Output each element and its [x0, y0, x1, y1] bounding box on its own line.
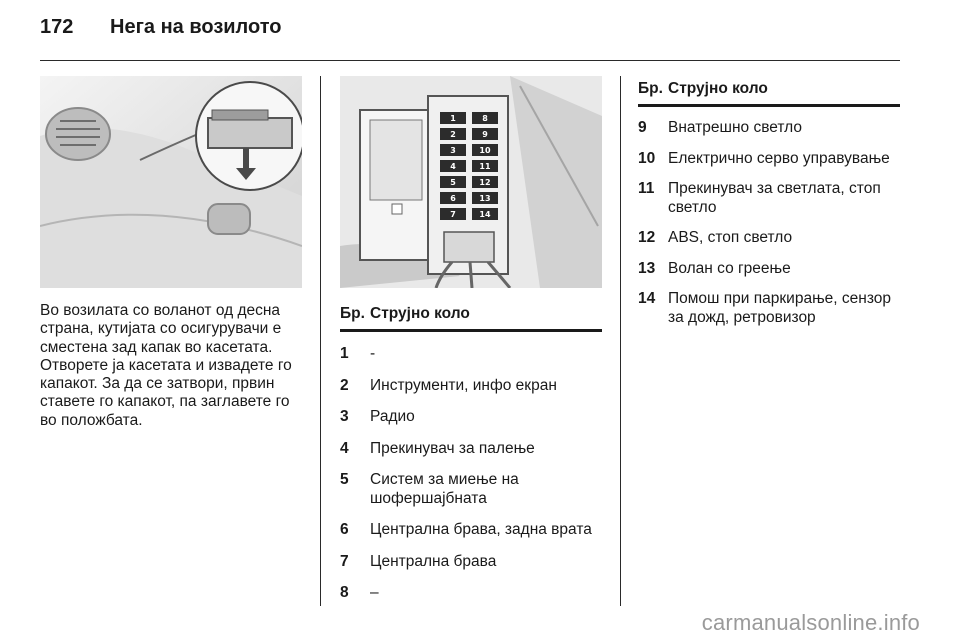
watermark: carmanualsonline.info [701, 610, 920, 635]
table-row [340, 584, 602, 603]
fuse-label: 7 [450, 210, 456, 219]
table-row [340, 521, 602, 540]
fuse-label: 11 [479, 162, 491, 171]
table-row [340, 345, 602, 364]
glovebox-illustration [40, 76, 302, 288]
table-header [638, 80, 900, 107]
fuse-number: 9 [638, 119, 647, 136]
table-row [638, 229, 900, 248]
fuse-circuit: ABS, стоп светло [668, 229, 793, 246]
fuse-label: 10 [479, 146, 491, 155]
table-row [340, 440, 602, 459]
fuse-number: 6 [340, 521, 349, 538]
fuse-box-illustration [340, 76, 602, 288]
fuse-number: 2 [340, 376, 349, 394]
table-row [638, 150, 900, 169]
fuse-label: 1 [450, 114, 456, 123]
fuse-circuit: Волан со греење [668, 259, 791, 277]
fuse-number: 12 [638, 229, 656, 246]
body-text: Во возилата со воланот од десна страна, кутијата со осигурувачи е сместена зад капак во касетата. Отворете ја касетата и извадете го капакот. За да се затвори, првин ставете го капакот, па заглавете го во положбата. [40, 302, 292, 429]
fuse-number: 14 [638, 290, 656, 307]
fuse-table [340, 305, 602, 603]
header-no: Бр. [340, 305, 365, 322]
fuse-number: 11 [638, 180, 655, 197]
table-header [340, 305, 602, 332]
fuse-circuit: Инструменти, инфо екран [370, 376, 557, 394]
fuse-label: 6 [450, 194, 456, 203]
header-circuit: Струјно коло [668, 80, 768, 97]
fuse-number: 1 [340, 345, 349, 362]
table-row [340, 377, 602, 396]
page-number: 172 [40, 16, 74, 38]
fuse-number: 3 [340, 408, 349, 425]
page-header [40, 16, 281, 46]
header-rule [40, 60, 900, 61]
fuse-circuit: - [370, 345, 376, 362]
fuse-label: 12 [479, 178, 491, 187]
fuse-circuit: – [370, 584, 379, 601]
fuse-number: 5 [340, 471, 349, 488]
column-divider [320, 76, 321, 606]
fuse-circuit: Помош при паркирање, сензор за дожд, ретровизор [668, 290, 892, 326]
fuse-label: 13 [479, 194, 491, 203]
fuse-circuit: Централна брава [370, 552, 497, 570]
table-row [638, 119, 900, 138]
fuse-table [638, 80, 900, 327]
table-row [638, 290, 900, 327]
fuse-label: 3 [450, 146, 456, 155]
header-circuit: Струјно коло [370, 305, 470, 322]
fuse-number: 4 [340, 439, 349, 457]
fuse-circuit: Радио [370, 408, 415, 425]
table-row [340, 553, 602, 572]
fuse-label: 2 [450, 130, 456, 139]
table-row [340, 408, 602, 427]
fuse-number: 8 [340, 584, 349, 601]
fuse-number: 7 [340, 552, 349, 570]
fuse-label: 8 [482, 114, 488, 123]
fuse-number: 10 [638, 149, 656, 167]
fuse-label: 5 [450, 178, 456, 187]
table-row [638, 180, 900, 217]
fuse-number: 13 [638, 259, 656, 277]
table-row [340, 471, 602, 508]
fuse-circuit: Прекинувач за палење [370, 439, 535, 457]
page-title: Нега на возилото [110, 16, 282, 38]
fuse-label: 9 [482, 130, 488, 139]
column-divider [620, 76, 621, 606]
fuse-circuit: Прекинувач за светлата, стоп светло [668, 180, 881, 216]
fuse-label: 14 [479, 210, 491, 219]
fuse-circuit: Централна брава, задна врата [370, 521, 592, 538]
fuse-circuit: Електрично серво управување [668, 149, 890, 167]
fuse-circuit: Систем за миење на шофершајбната [370, 471, 519, 507]
fuse-label: 4 [450, 162, 456, 171]
header-no: Бр. [638, 80, 663, 97]
table-row [638, 260, 900, 279]
fuse-circuit: Внатрешно светло [668, 119, 802, 136]
